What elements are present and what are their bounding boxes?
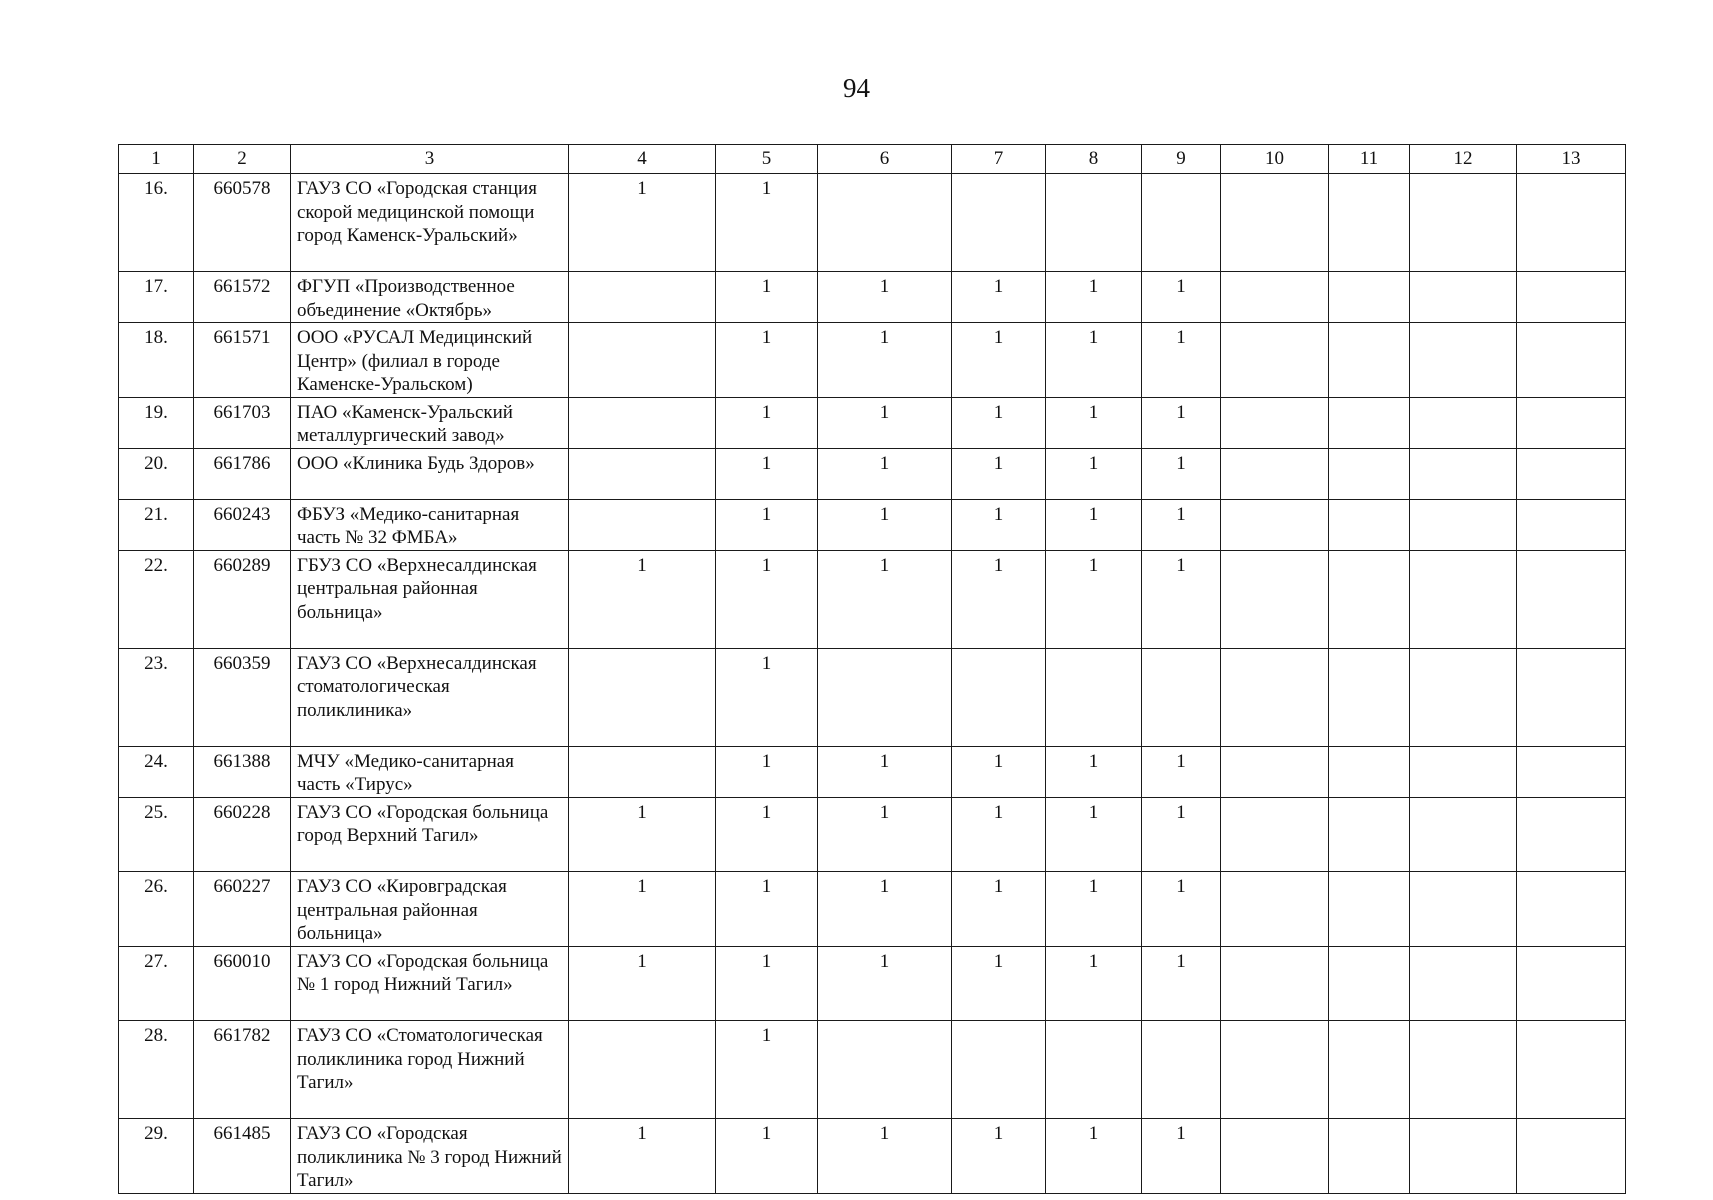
row-number: 17. bbox=[119, 272, 194, 323]
value-cell-col-9: 1 bbox=[1142, 797, 1221, 872]
value-cell-col-9: 1 bbox=[1142, 550, 1221, 648]
column-header-10: 10 bbox=[1221, 145, 1329, 174]
value-cell-col-8: 1 bbox=[1046, 797, 1142, 872]
organization-code: 660228 bbox=[194, 797, 291, 872]
row-number: 16. bbox=[119, 174, 194, 272]
organization-code: 660227 bbox=[194, 872, 291, 947]
value-cell-col-6: 1 bbox=[818, 499, 952, 550]
value-cell-col-11 bbox=[1329, 499, 1410, 550]
value-cell-col-13 bbox=[1517, 448, 1626, 499]
value-cell-col-13 bbox=[1517, 272, 1626, 323]
table-row bbox=[119, 323, 1626, 398]
value-cell-col-4 bbox=[569, 323, 716, 398]
table-row bbox=[119, 648, 1626, 746]
value-cell-col-13 bbox=[1517, 174, 1626, 272]
value-cell-col-8 bbox=[1046, 174, 1142, 272]
value-cell-col-11 bbox=[1329, 323, 1410, 398]
value-cell-col-7: 1 bbox=[952, 946, 1046, 1021]
value-cell-col-9: 1 bbox=[1142, 499, 1221, 550]
column-header-6: 6 bbox=[818, 145, 952, 174]
value-cell-col-8: 1 bbox=[1046, 746, 1142, 797]
value-cell-col-6: 1 bbox=[818, 397, 952, 448]
value-cell-col-4: 1 bbox=[569, 797, 716, 872]
value-cell-col-4: 1 bbox=[569, 1119, 716, 1194]
value-cell-col-6 bbox=[818, 648, 952, 746]
value-cell-col-4 bbox=[569, 648, 716, 746]
value-cell-col-5: 1 bbox=[716, 1021, 818, 1119]
value-cell-col-10 bbox=[1221, 648, 1329, 746]
value-cell-col-7 bbox=[952, 648, 1046, 746]
organization-code: 660289 bbox=[194, 550, 291, 648]
value-cell-col-12 bbox=[1410, 797, 1517, 872]
value-cell-col-11 bbox=[1329, 1119, 1410, 1194]
value-cell-col-10 bbox=[1221, 1119, 1329, 1194]
organization-code: 661782 bbox=[194, 1021, 291, 1119]
value-cell-col-13 bbox=[1517, 323, 1626, 398]
row-number: 24. bbox=[119, 746, 194, 797]
value-cell-col-12 bbox=[1410, 448, 1517, 499]
value-cell-col-10 bbox=[1221, 272, 1329, 323]
column-header-13: 13 bbox=[1517, 145, 1626, 174]
value-cell-col-10 bbox=[1221, 174, 1329, 272]
table-row bbox=[119, 397, 1626, 448]
value-cell-col-8: 1 bbox=[1046, 448, 1142, 499]
organization-code: 661485 bbox=[194, 1119, 291, 1194]
table-row bbox=[119, 272, 1626, 323]
table-row bbox=[119, 448, 1626, 499]
organization-name: ГАУЗ СО «Городская поликлиника № 3 город Нижний Тагил» bbox=[291, 1119, 569, 1194]
value-cell-col-6: 1 bbox=[818, 872, 952, 947]
value-cell-col-6: 1 bbox=[818, 448, 952, 499]
value-cell-col-11 bbox=[1329, 746, 1410, 797]
row-number: 21. bbox=[119, 499, 194, 550]
value-cell-col-13 bbox=[1517, 746, 1626, 797]
value-cell-col-12 bbox=[1410, 550, 1517, 648]
value-cell-col-11 bbox=[1329, 448, 1410, 499]
value-cell-col-4 bbox=[569, 1021, 716, 1119]
value-cell-col-11 bbox=[1329, 1021, 1410, 1119]
value-cell-col-5: 1 bbox=[716, 1119, 818, 1194]
value-cell-col-13 bbox=[1517, 397, 1626, 448]
value-cell-col-10 bbox=[1221, 550, 1329, 648]
value-cell-col-5: 1 bbox=[716, 272, 818, 323]
value-cell-col-11 bbox=[1329, 272, 1410, 323]
table-row bbox=[119, 174, 1626, 272]
table-row bbox=[119, 1021, 1626, 1119]
value-cell-col-12 bbox=[1410, 1119, 1517, 1194]
value-cell-col-8 bbox=[1046, 1021, 1142, 1119]
value-cell-col-4: 1 bbox=[569, 174, 716, 272]
value-cell-col-13 bbox=[1517, 797, 1626, 872]
row-number: 26. bbox=[119, 872, 194, 947]
value-cell-col-6 bbox=[818, 1021, 952, 1119]
organization-name: ФГУП «Производственное объединение «Октябрь» bbox=[291, 272, 569, 323]
value-cell-col-7: 1 bbox=[952, 797, 1046, 872]
value-cell-col-5: 1 bbox=[716, 746, 818, 797]
value-cell-col-9: 1 bbox=[1142, 946, 1221, 1021]
value-cell-col-9: 1 bbox=[1142, 397, 1221, 448]
row-number: 18. bbox=[119, 323, 194, 398]
table-row bbox=[119, 946, 1626, 1021]
value-cell-col-9: 1 bbox=[1142, 448, 1221, 499]
value-cell-col-4 bbox=[569, 272, 716, 323]
value-cell-col-8 bbox=[1046, 648, 1142, 746]
row-number: 25. bbox=[119, 797, 194, 872]
value-cell-col-9 bbox=[1142, 174, 1221, 272]
value-cell-col-12 bbox=[1410, 499, 1517, 550]
row-number: 28. bbox=[119, 1021, 194, 1119]
organization-name: ГАУЗ СО «Городская больница город Верхний Тагил» bbox=[291, 797, 569, 872]
value-cell-col-10 bbox=[1221, 448, 1329, 499]
table-body bbox=[119, 174, 1626, 1194]
value-cell-col-7: 1 bbox=[952, 448, 1046, 499]
column-header-12: 12 bbox=[1410, 145, 1517, 174]
value-cell-col-13 bbox=[1517, 872, 1626, 947]
value-cell-col-5: 1 bbox=[716, 323, 818, 398]
value-cell-col-10 bbox=[1221, 746, 1329, 797]
value-cell-col-11 bbox=[1329, 397, 1410, 448]
value-cell-col-12 bbox=[1410, 648, 1517, 746]
row-number: 27. bbox=[119, 946, 194, 1021]
value-cell-col-5: 1 bbox=[716, 797, 818, 872]
organization-name: ООО «РУСАЛ Медицинский Центр» (филиал в городе Каменске-Уральском) bbox=[291, 323, 569, 398]
value-cell-col-8: 1 bbox=[1046, 272, 1142, 323]
column-header-3: 3 bbox=[291, 145, 569, 174]
value-cell-col-7: 1 bbox=[952, 397, 1046, 448]
value-cell-col-10 bbox=[1221, 946, 1329, 1021]
organization-name: ГАУЗ СО «Стоматологическая поликлиника город Нижний Тагил» bbox=[291, 1021, 569, 1119]
table-row bbox=[119, 797, 1626, 872]
value-cell-col-9: 1 bbox=[1142, 746, 1221, 797]
value-cell-col-13 bbox=[1517, 946, 1626, 1021]
value-cell-col-12 bbox=[1410, 872, 1517, 947]
value-cell-col-7 bbox=[952, 1021, 1046, 1119]
value-cell-col-8: 1 bbox=[1046, 323, 1142, 398]
organization-name: ФБУЗ «Медико-санитарная часть № 32 ФМБА» bbox=[291, 499, 569, 550]
header-row bbox=[119, 145, 1626, 174]
value-cell-col-10 bbox=[1221, 397, 1329, 448]
column-header-7: 7 bbox=[952, 145, 1046, 174]
value-cell-col-4 bbox=[569, 448, 716, 499]
table-header bbox=[119, 145, 1626, 174]
organization-name: ГАУЗ СО «Кировградская центральная районная больница» bbox=[291, 872, 569, 947]
value-cell-col-4: 1 bbox=[569, 872, 716, 947]
page-number: 94 bbox=[843, 73, 870, 103]
value-cell-col-6: 1 bbox=[818, 323, 952, 398]
value-cell-col-6: 1 bbox=[818, 797, 952, 872]
value-cell-col-13 bbox=[1517, 499, 1626, 550]
value-cell-col-8: 1 bbox=[1046, 499, 1142, 550]
value-cell-col-9: 1 bbox=[1142, 323, 1221, 398]
value-cell-col-4: 1 bbox=[569, 946, 716, 1021]
table-row bbox=[119, 872, 1626, 947]
value-cell-col-7: 1 bbox=[952, 499, 1046, 550]
organization-code: 660010 bbox=[194, 946, 291, 1021]
column-header-1: 1 bbox=[119, 145, 194, 174]
value-cell-col-4 bbox=[569, 746, 716, 797]
value-cell-col-11 bbox=[1329, 872, 1410, 947]
value-cell-col-8: 1 bbox=[1046, 946, 1142, 1021]
value-cell-col-4: 1 bbox=[569, 550, 716, 648]
column-header-4: 4 bbox=[569, 145, 716, 174]
organization-code: 660359 bbox=[194, 648, 291, 746]
value-cell-col-13 bbox=[1517, 550, 1626, 648]
value-cell-col-5: 1 bbox=[716, 648, 818, 746]
row-number: 20. bbox=[119, 448, 194, 499]
value-cell-col-7: 1 bbox=[952, 272, 1046, 323]
value-cell-col-7 bbox=[952, 174, 1046, 272]
organization-code: 660243 bbox=[194, 499, 291, 550]
organization-code: 661786 bbox=[194, 448, 291, 499]
organization-code: 661572 bbox=[194, 272, 291, 323]
column-header-11: 11 bbox=[1329, 145, 1410, 174]
value-cell-col-7: 1 bbox=[952, 550, 1046, 648]
value-cell-col-13 bbox=[1517, 1021, 1626, 1119]
table-row bbox=[119, 746, 1626, 797]
value-cell-col-6 bbox=[818, 174, 952, 272]
value-cell-col-12 bbox=[1410, 174, 1517, 272]
value-cell-col-12 bbox=[1410, 746, 1517, 797]
value-cell-col-12 bbox=[1410, 272, 1517, 323]
table-row bbox=[119, 499, 1626, 550]
value-cell-col-12 bbox=[1410, 946, 1517, 1021]
value-cell-col-8: 1 bbox=[1046, 1119, 1142, 1194]
value-cell-col-9: 1 bbox=[1142, 272, 1221, 323]
value-cell-col-8: 1 bbox=[1046, 872, 1142, 947]
value-cell-col-12 bbox=[1410, 397, 1517, 448]
row-number: 22. bbox=[119, 550, 194, 648]
value-cell-col-8: 1 bbox=[1046, 550, 1142, 648]
value-cell-col-11 bbox=[1329, 797, 1410, 872]
value-cell-col-11 bbox=[1329, 648, 1410, 746]
value-cell-col-12 bbox=[1410, 1021, 1517, 1119]
organization-code: 661703 bbox=[194, 397, 291, 448]
organization-name: ГБУЗ СО «Верхнесалдинская центральная районная больница» bbox=[291, 550, 569, 648]
value-cell-col-9: 1 bbox=[1142, 1119, 1221, 1194]
value-cell-col-4 bbox=[569, 397, 716, 448]
organization-code: 661571 bbox=[194, 323, 291, 398]
value-cell-col-9 bbox=[1142, 648, 1221, 746]
value-cell-col-10 bbox=[1221, 499, 1329, 550]
value-cell-col-5: 1 bbox=[716, 946, 818, 1021]
value-cell-col-7: 1 bbox=[952, 323, 1046, 398]
value-cell-col-7: 1 bbox=[952, 872, 1046, 947]
value-cell-col-10 bbox=[1221, 323, 1329, 398]
organization-code: 661388 bbox=[194, 746, 291, 797]
column-header-8: 8 bbox=[1046, 145, 1142, 174]
table-row bbox=[119, 1119, 1626, 1194]
organization-name: МЧУ «Медико-санитарная часть «Тирус» bbox=[291, 746, 569, 797]
value-cell-col-6: 1 bbox=[818, 1119, 952, 1194]
value-cell-col-5: 1 bbox=[716, 872, 818, 947]
value-cell-col-4 bbox=[569, 499, 716, 550]
value-cell-col-5: 1 bbox=[716, 499, 818, 550]
organization-code: 660578 bbox=[194, 174, 291, 272]
value-cell-col-6: 1 bbox=[818, 746, 952, 797]
organization-name: ПАО «Каменск-Уральский металлургический завод» bbox=[291, 397, 569, 448]
value-cell-col-9 bbox=[1142, 1021, 1221, 1119]
table-row bbox=[119, 550, 1626, 648]
value-cell-col-10 bbox=[1221, 797, 1329, 872]
value-cell-col-5: 1 bbox=[716, 174, 818, 272]
value-cell-col-10 bbox=[1221, 872, 1329, 947]
value-cell-col-13 bbox=[1517, 1119, 1626, 1194]
organization-name: ООО «Клиника Будь Здоров» bbox=[291, 448, 569, 499]
column-header-9: 9 bbox=[1142, 145, 1221, 174]
value-cell-col-10 bbox=[1221, 1021, 1329, 1119]
organization-name: ГАУЗ СО «Городская больница № 1 город Нижний Тагил» bbox=[291, 946, 569, 1021]
value-cell-col-5: 1 bbox=[716, 397, 818, 448]
value-cell-col-13 bbox=[1517, 648, 1626, 746]
column-header-2: 2 bbox=[194, 145, 291, 174]
value-cell-col-6: 1 bbox=[818, 946, 952, 1021]
value-cell-col-12 bbox=[1410, 323, 1517, 398]
organization-name: ГАУЗ СО «Верхнесалдинская стоматологическая поликлиника» bbox=[291, 648, 569, 746]
value-cell-col-8: 1 bbox=[1046, 397, 1142, 448]
value-cell-col-11 bbox=[1329, 174, 1410, 272]
data-table bbox=[118, 144, 1626, 1194]
value-cell-col-7: 1 bbox=[952, 1119, 1046, 1194]
value-cell-col-6: 1 bbox=[818, 550, 952, 648]
row-number: 29. bbox=[119, 1119, 194, 1194]
value-cell-col-11 bbox=[1329, 550, 1410, 648]
value-cell-col-5: 1 bbox=[716, 448, 818, 499]
value-cell-col-7: 1 bbox=[952, 746, 1046, 797]
row-number: 19. bbox=[119, 397, 194, 448]
value-cell-col-6: 1 bbox=[818, 272, 952, 323]
value-cell-col-11 bbox=[1329, 946, 1410, 1021]
value-cell-col-5: 1 bbox=[716, 550, 818, 648]
column-header-5: 5 bbox=[716, 145, 818, 174]
row-number: 23. bbox=[119, 648, 194, 746]
organization-name: ГАУЗ СО «Городская станция скорой медицинской помощи город Каменск-Уральский» bbox=[291, 174, 569, 272]
value-cell-col-9: 1 bbox=[1142, 872, 1221, 947]
